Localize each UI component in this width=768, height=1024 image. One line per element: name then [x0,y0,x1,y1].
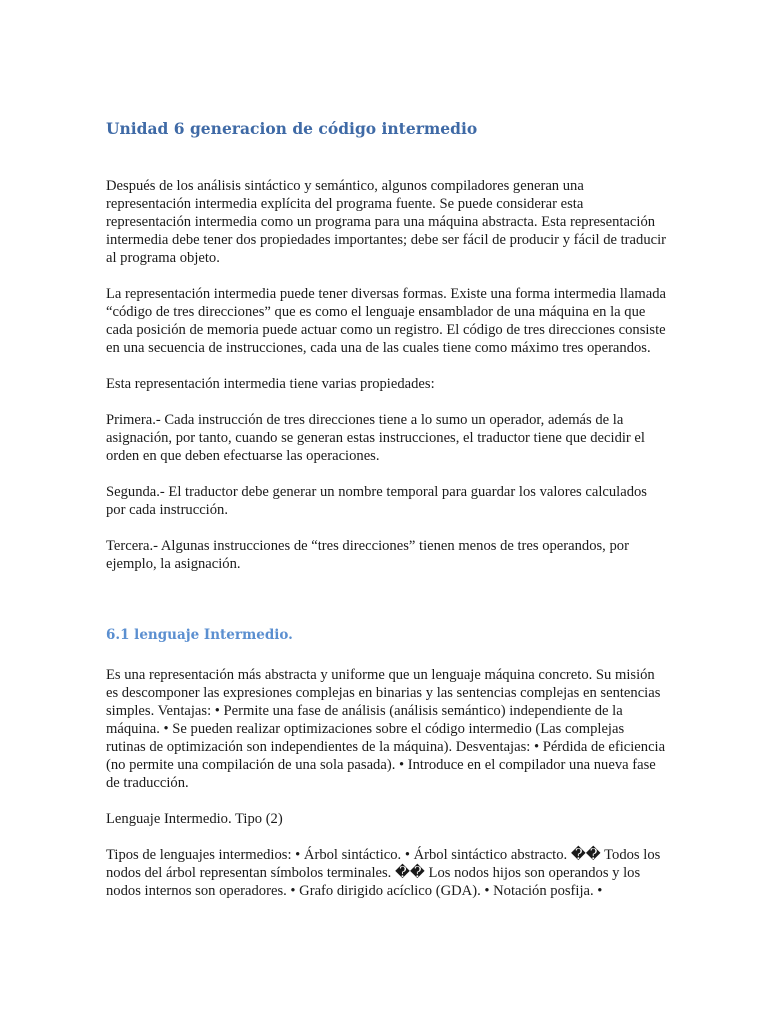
intermediate-language-kinds-paragraph: Tipos de lenguajes intermedios: • Árbol sintáctico. • Árbol sintáctico abstracto. �� Todos los nodos del árbol representan símbolos terminales. �� Los nodos hijos son operandos y los nodos internos son operadores. • Grafo dirigido acíclico (GDA). • Notación posfija. • [106,847,661,899]
property-third-paragraph: Tercera.- Algunas instrucciones de “tres direcciones” tienen menos de tres operandos, por ejemplo, la asignación. [106,538,629,572]
property-first-paragraph: Primera.- Cada instrucción de tres direcciones tiene a lo sumo un operador, además de la asignación, por tanto, cuando se generan estas instrucciones, el traductor tiene que decidir el orden en que deben efectuarse las operaciones. [106,412,645,464]
three-address-code-paragraph: La representación intermedia puede tener diversas formas. Existe una forma intermedia llamada “código de tres direcciones” que es como el lenguaje ensamblador de una máquina en la que cada posición de memoria puede actuar como un registro. El código de tres direcciones consiste en una secuencia de instrucciones, cada una de las cuales tiene como máximo tres operandos. [106,286,666,356]
intermediate-language-type-paragraph: Lenguaje Intermedio. Tipo (2) [106,811,283,827]
page-title: Unidad 6 generacion de código intermedio [106,119,478,138]
document-content [106,118,666,900]
intermediate-language-paragraph: Es una representación más abstracta y uniforme que un lenguaje máquina concreto. Su misión es descomponer las expresiones complejas en binarias y las sentencias complejas en sentencias simples. Ventajas: • Permite una fase de análisis (análisis semántico) independiente de la máquina. • Se pueden realizar optimizaciones sobre el código intermedio (Las complejas rutinas de optimización son independientes de la máquina). Desventajas: • Pérdida de eficiencia (no permite una compilación de una sola pasada). • Introduce en el compilador una nueva fase de traducción. [106,667,666,791]
section-heading: 6.1 lenguaje Intermedio. [106,627,293,643]
property-second-paragraph: Segunda.- El traductor debe generar un nombre temporal para guardar los valores calculados por cada instrucción. [106,484,647,518]
intro-paragraph: Después de los análisis sintáctico y semántico, algunos compiladores generan una representación intermedia explícita del programa fuente. Se puede considerar esta representación intermedia como un programa para una máquina abstracta. Esta representación intermedia debe tener dos propiedades importantes; debe ser fácil de producir y fácil de traducir al programa objeto. [106,178,667,266]
properties-intro-paragraph: Esta representación intermedia tiene varias propiedades: [106,376,435,392]
